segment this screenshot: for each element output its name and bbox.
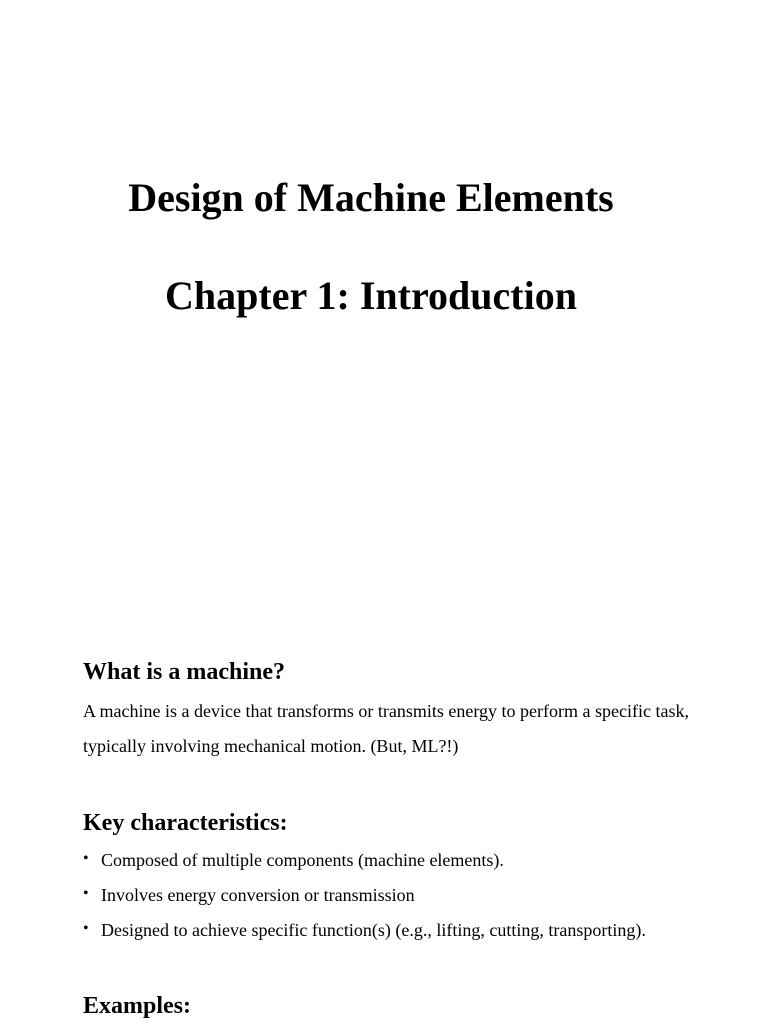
heading-examples: Examples:	[83, 993, 191, 1019]
heading-what-is-machine: What is a machine?	[83, 659, 286, 685]
bullet-icon: •	[83, 850, 89, 867]
list-item	[83, 878, 753, 913]
list-item-text: Involves energy conversion or transmission	[101, 885, 415, 905]
key-characteristics-list	[83, 843, 753, 948]
heading-key-characteristics: Key characteristics:	[83, 810, 288, 836]
list-item	[83, 843, 753, 878]
list-item-text: Designed to achieve specific function(s) (e.g., lifting, cutting, transporting).	[101, 920, 646, 940]
bullet-icon: •	[83, 885, 89, 902]
list-item	[83, 913, 753, 948]
chapter-title: Chapter 1: Introduction	[165, 273, 577, 318]
list-item-text: Composed of multiple components (machine elements).	[101, 850, 504, 870]
machine-definition-paragraph: A machine is a device that transforms or transmits energy to perform a specific task, typically involving mechanical motion. (But, ML?!)	[83, 701, 689, 756]
bullet-icon: •	[83, 920, 89, 937]
document-title: Design of Machine Elements	[128, 175, 614, 220]
